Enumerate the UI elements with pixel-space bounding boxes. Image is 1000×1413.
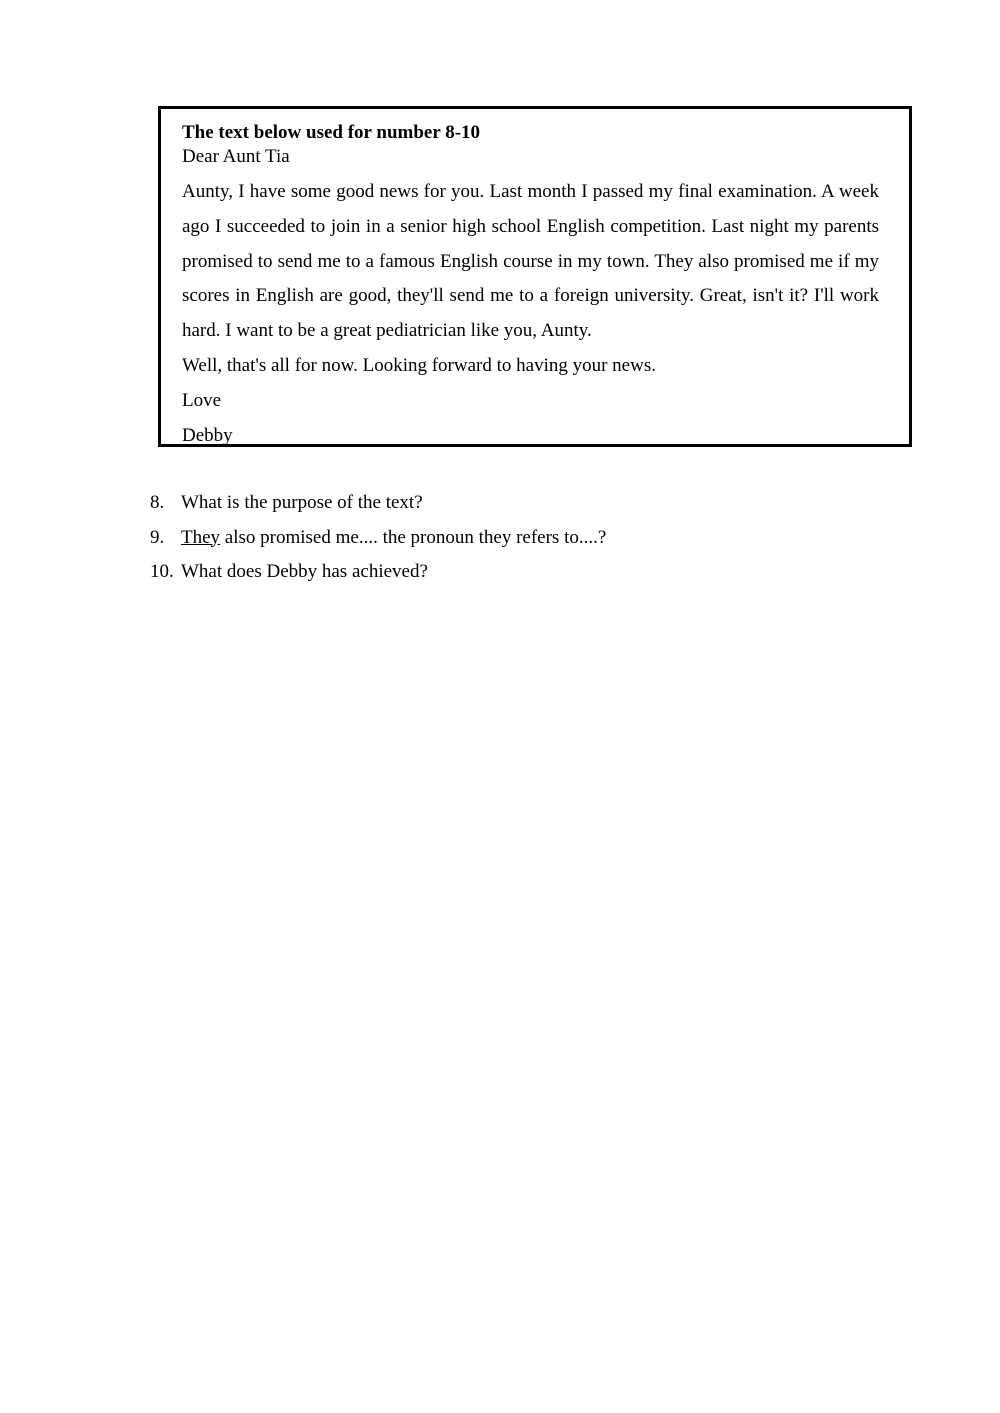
question-list [150, 486, 910, 590]
underlined-pronoun: They [181, 526, 221, 548]
passage-heading: The text below used for number 8-10 [182, 122, 481, 143]
question-text-wrapper [181, 521, 606, 556]
question-text: What does Debby has achieved? [181, 561, 428, 582]
reading-passage-box [158, 106, 912, 447]
letter-body: Aunty, I have some good news for you. Last month I passed my final examination. A week ago I succeeded to join in a senior high school English competition. Last night my parents promised to send me to a famous English course in my town. They also promised me if my scores in English are good, they'll send me to a foreign university. Great, isn't it? I'll work hard. I want to be a great pediatrician like you, Aunty. [182, 181, 879, 342]
question-text: also promised me.... the pronoun they refers to....? [220, 526, 607, 548]
question-item [150, 486, 910, 521]
question-item [150, 521, 910, 556]
letter-sign-off: Love [182, 389, 222, 411]
letter-closing-line: Well, that's all for now. Looking forward to having your news. [182, 354, 656, 376]
question-text: What is the purpose of the text? [181, 492, 423, 513]
question-item [150, 555, 910, 590]
passage-content [182, 122, 879, 453]
question-number: 9. [150, 526, 165, 548]
letter-greeting: Dear Aunt Tia [182, 146, 290, 167]
letter-signature: Debby [182, 424, 233, 446]
question-number: 10. [150, 561, 174, 582]
question-number: 8. [150, 492, 165, 513]
